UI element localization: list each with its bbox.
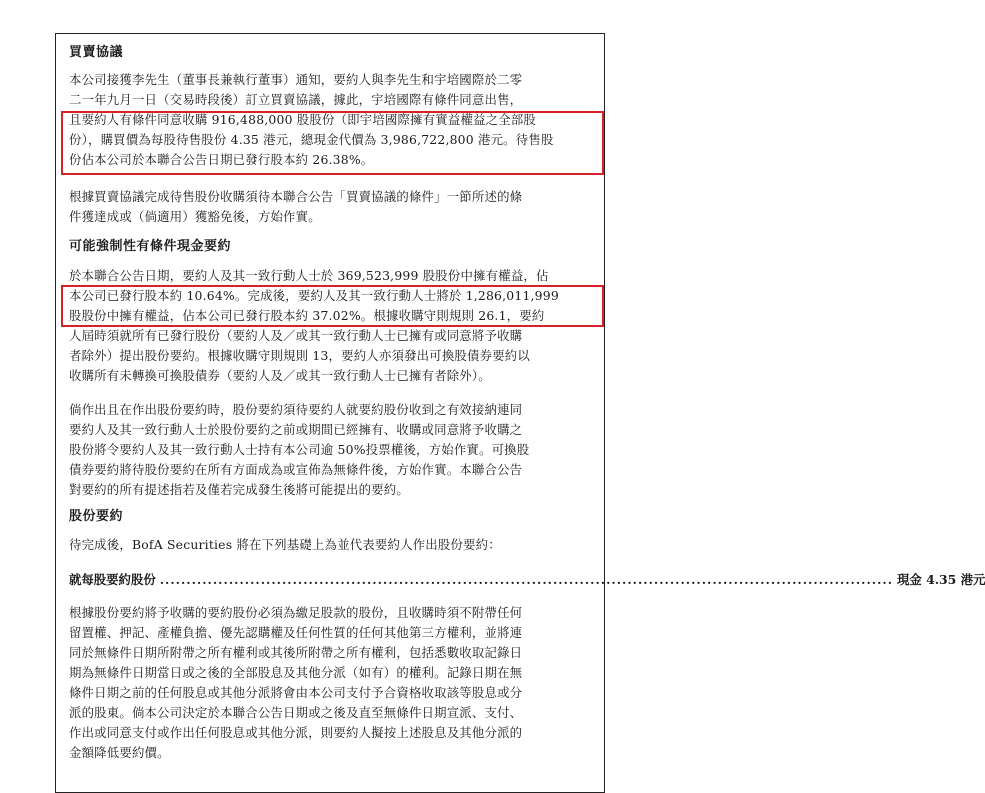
paragraph-share-offer-terms <box>69 603 597 763</box>
text-line: 對要約的所有提述指若及僅若完成發生後將可能提出的要約。 <box>69 482 409 497</box>
highlight-box-interest <box>61 285 604 327</box>
text-line: 且要約人有條件同意收購 916,488,000 股股份（即宇培國際擁有實益權益之全部股 <box>69 112 537 127</box>
text-line: 金額降低要約價。 <box>69 745 170 760</box>
text-line: 於本聯合公告日期，要約人及其一致行動人士於 369,523,999 股股份中擁有權益，佔 <box>69 268 549 283</box>
text-line: 留置權、押記、產權負擔、優先認購權及任何性質的任何其他第三方權利，並將連 <box>69 625 523 640</box>
text-line: 股股份中擁有權益，佔本公司已發行股本約 37.02%。根據收購守則規則 26.1，要約 <box>69 308 545 323</box>
section-heading-share-offer: 股份要約 <box>69 509 124 524</box>
paragraph-share-offer-intro <box>69 535 597 555</box>
text-line: 二一年九月一日（交易時段後）訂立買賣協議，據此，宇培國際有條件同意出售， <box>69 92 523 107</box>
offer-price: 現金 4.35 港元 <box>897 572 985 587</box>
text-line: 者除外）提出股份要約。根據收購守則規則 13，要約人亦須發出可換股債券要約以 <box>69 348 530 363</box>
text-line: 本公司接獲李先生（董事長兼執行董事）通知，要約人與李先生和宇培國際於二零 <box>69 72 523 87</box>
text-line: 債券要約將待股份要約在所有方面成為或宣佈為無條件後，方始作實。本聯合公告 <box>69 462 523 477</box>
dot-leader: .......................................................................................................................................... <box>159 572 894 587</box>
highlight-box-sale-terms <box>61 111 604 175</box>
text-line: 倘作出且在作出股份要約時，股份要約須待要約人就要約股份收到之有效接納連同 <box>69 402 523 417</box>
paragraph-possible-offer-2 <box>69 400 597 500</box>
text-line: 份佔本公司於本聯合公告日期已發行股本約 26.38%。 <box>69 152 374 167</box>
paragraph-sale-agreement-2 <box>69 187 597 227</box>
section-heading-sale-agreement: 買賣協議 <box>69 45 124 60</box>
text-line: 份），購買價為每股待售股份 4.35 港元，總現金代價為 3,986,722,800 港元。待售股 <box>69 132 554 147</box>
text-line: 人屆時須就所有已發行股份（要約人及／或其一致行動人士已擁有或同意將予收購 <box>69 328 523 343</box>
text-line: 根據買賣協議完成待售股份收購須待本聯合公告「買賣協議的條件」一節所述的條 <box>69 189 523 204</box>
text-line: 期為無條件日期當日或之後的全部股息及其他分派（如有）的權利。記錄日期在無 <box>69 665 523 680</box>
text-line: 本公司已發行股本約 10.64%。完成後，要約人及其一致行動人士將於 1,286,011,999 <box>69 288 559 303</box>
text-line: 要約人及其一致行動人士於股份要約之前或期間已經擁有、收購或同意將予收購之 <box>69 422 523 437</box>
text-line: 股份將令要約人及其一致行動人士持有本公司逾 50%投票權後，方始作實。可換股 <box>69 442 530 457</box>
text-line: 條件日期之前的任何股息或其他分派將會由本公司支付予合資格收取該等股息或分 <box>69 685 523 700</box>
text-line: 派的股東。倘本公司決定於本聯合公告日期或之後及直至無條件日期宣派、支付、 <box>69 705 523 720</box>
section-heading-possible-offer: 可能強制性有條件現金要約 <box>69 239 232 254</box>
offer-label: 就每股要約股份 <box>69 572 156 587</box>
offer-price-line <box>69 570 985 590</box>
text-line: 收購所有未轉換可換股債券（要約人及／或其一致行動人士已擁有者除外）。 <box>69 368 491 383</box>
text-line: 根據股份要約將予收購的要約股份必須為繳足股款的股份，且收購時須不附帶任何 <box>69 605 523 620</box>
text-line: 件獲達成或（倘適用）獲豁免後，方始作實。 <box>69 209 321 224</box>
text-line: 同於無條件日期所附帶之所有權利或其後所附帶之所有權利，包括悉數收取記錄日 <box>69 645 523 660</box>
text-line: 待完成後，BofA Securities 將在下列基礎上為並代表要約人作出股份要約： <box>69 537 501 552</box>
text-line: 作出或同意支付或作出任何股息或其他分派，則要約人擬按上述股息及其他分派的 <box>69 725 523 740</box>
